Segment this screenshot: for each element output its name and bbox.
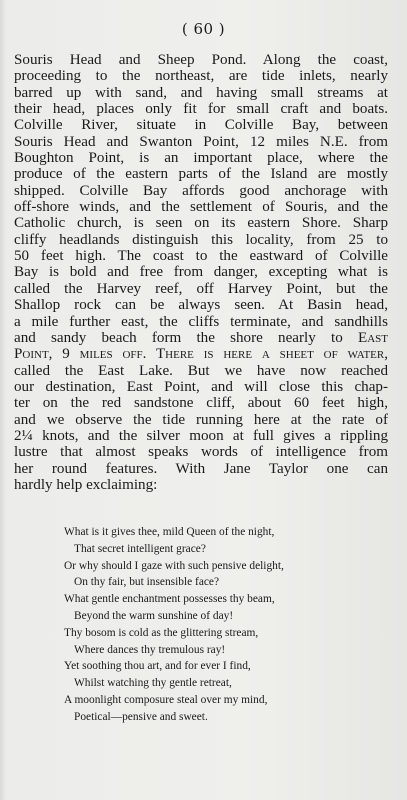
verse-line: On thy fair, but insensible face?	[74, 576, 220, 589]
prose-line: called the East Lake. But we have now reached	[14, 362, 388, 379]
verse-line: Or why should I gaze with such pensive delight,	[64, 559, 284, 572]
prose-line: Bay is bold and free from danger, excepting what is	[14, 264, 388, 281]
prose-line: cliffy headlands distinguish this locality, from 25 to	[14, 231, 388, 248]
prose-line-text: and sandy beach form the shore nearly to	[14, 329, 343, 346]
verse-line: Where dances thy tremulous ray!	[74, 643, 226, 656]
prose-line: Catholic church, is seen on its eastern Shore. Sharp	[14, 215, 388, 232]
prose-line: called the Harvey reef, off Harvey Point, but the	[14, 280, 388, 297]
verse-line: Yet soothing thou art, and for ever I find,	[64, 660, 251, 673]
prose-line: barred up with sand, and having small streams at	[14, 84, 388, 101]
prose-line: shipped. Colville Bay affords good anchorage with	[14, 182, 388, 199]
prose-paragraph	[14, 52, 388, 493]
prose-line: produce of the eastern parts of the Island are mostly	[14, 166, 388, 183]
prose-line: proceeding to the northeast, are tide inlets, nearly	[14, 68, 388, 85]
verse-line: A moonlight composure steal over my mind,	[64, 693, 268, 706]
verse-line: Whilst watching thy gentle retreat,	[74, 677, 232, 690]
poem-verse	[64, 524, 384, 726]
prose-line-smallcaps-point	[14, 346, 388, 362]
prose-line: Boughton Point, is an important place, where the	[14, 150, 388, 167]
prose-line: Shallop rock can be always seen. At Basin head,	[14, 297, 388, 314]
verse-line: Beyond the warm sunshine of day!	[74, 609, 234, 622]
verse-line: That secret intelligent grace?	[74, 542, 206, 555]
verse-line: What is it gives thee, mild Queen of the night,	[64, 526, 275, 538]
prose-line: a mile further east, the cliffs terminate, and sandhills	[14, 313, 388, 330]
prose-line: Souris Head and Sheep Pond. Along the coast,	[14, 52, 388, 68]
prose-line: and we observe the tide running here at the rate of	[14, 411, 388, 428]
verse-line: Poetical—pensive and sweet.	[74, 710, 208, 723]
prose-line-with-smallcaps	[14, 330, 388, 346]
prose-line: 50 feet high. The coast to the eastward of Colville	[14, 248, 388, 265]
prose-line: Colville River, situate in Colville Bay, between	[14, 117, 388, 134]
prose-line-text: Point, 9 miles off. There is here a sheet of water,	[14, 346, 388, 363]
prose-line: her round features. With Jane Taylor one can	[14, 460, 388, 477]
prose-line: lustre that almost speaks words of intelligence from	[14, 444, 388, 461]
east-smallcaps: East	[357, 329, 388, 346]
prose-line: Souris Head and Swanton Point, 12 miles N.E. from	[14, 133, 388, 150]
prose-line: 2¼ knots, and the silver moon at full gives a rippling	[14, 427, 388, 444]
verse-line: What gentle enchantment possesses thy beam,	[64, 593, 275, 606]
prose-line: their head, places only fit for small craft and boats.	[14, 101, 388, 118]
prose-line: hardly help exclaiming:	[14, 476, 158, 493]
page-number: ( 60 )	[181, 20, 226, 38]
prose-line: our destination, East Point, and will close this chap-	[14, 378, 388, 395]
prose-line: off-shore winds, and the settlement of Souris, and the	[14, 199, 388, 216]
verse-line: Thy bosom is cold as the glittering stream,	[64, 626, 259, 639]
prose-line: ter on the red sandstone cliff, about 60 feet high,	[14, 395, 388, 412]
